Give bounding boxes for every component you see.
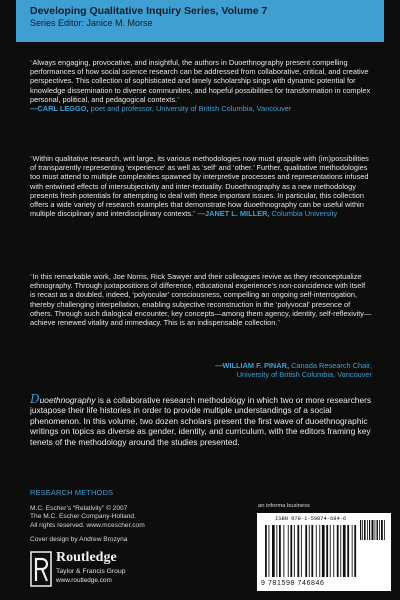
series-title: Developing Qualitative Inquiry Series, Volume 7 — [30, 5, 268, 17]
book-description — [30, 394, 372, 447]
quote-affiliation: poet and professor, University of British Columbia, Vancouver — [90, 104, 292, 114]
endorsement-quote: “Within qualitative research, writ large, its various methodologies now must grapple with (im)possibilities of transparently representing ‘experience’ as well as ‘self’ and ‘other.’ Further, qualitative methodologies too must attend to multiple complexities spawned by interpretive processes and representations infused with entwined effects of intersubjectivity and inter-textuality. Duoethnography as a new methodology presents fresh potentials for attempting to deal with these important issues. In particular, this collection offers a wide variety of research examples that demonstrate how duoethnography can be useful within multiple disciplinary and interdisciplinary contexts.” —JANET L. MILLER, Columbia University — [30, 154, 369, 219]
open-quote-mark: “ — [30, 58, 33, 67]
series-header — [16, 0, 384, 42]
quote-affiliation-2: University of British Columbia, Vancouver — [236, 370, 372, 380]
quote-attribution: —WILLIAM F. PINAR, Canada Research Chair, University of British Columbia, Vancouver — [215, 361, 372, 380]
open-quote-mark: “ — [30, 272, 33, 281]
quote-author: CARL LEGGO — [37, 104, 87, 114]
quote-author: JANET L. MILLER — [205, 209, 268, 219]
image-credits: M.C. Escher’s “Relativity” © 2007 The M.C. Escher Company-Holland. All rights reserved. www.mcescher.com — [30, 505, 145, 529]
quote-text: In this remarkable work, Joe Norris, Rick Sawyer and their colleagues revive as they reconceptualize ethnography. Through juxtapositions of difference, educational experience’s non-coincidence with itself is recast as a doubled, indeed, ‘polyocular’ consciousness, compelling an ongoing self-interrogation, thereby challenging interpellation, enabling subjective reconstruction in the ‘polyvocal’ presence of others. Through such dialogical encounter, key concepts—among them agency, identity, self-reflexivity—achieve renewed vitality and immediacy. This is an indispensable collection. — [30, 272, 372, 328]
subject-category: RESEARCH METHODS — [30, 488, 114, 497]
endorsement-quote: “In this remarkable work, Joe Norris, Rick Sawyer and their colleagues revive as they reconceptualize ethnography. Through juxtapositions of difference, educational experience’s non-coincidence with itself is recast as a doubled, indeed, ‘polyocular’ consciousness, compelling an ongoing self-interrogation, thereby challenging interpellation, enabling subjective reconstruction in the ‘polyvocal’ presence of others. Through such dialogical encounter, key concepts—among them agency, identity, self-reflexivity—achieve renewed vitality and immediacy. This is an indispensable collection.” — [30, 272, 372, 328]
dropcap-letter: D — [30, 392, 40, 406]
description-text: is a collaborative research methodology in which two or more researchers juxtapose their life histories in order to provide multiple understandings of a social phenomenon. In this volume, two dozen scholars present the first wave of duoethnographic writings on topics as diverse as gender, identity, and curriculum, with the editors framing key tenets of the methodology around the studies presented. — [30, 395, 372, 447]
open-quote-mark: “ — [30, 154, 33, 163]
informa-tagline: an informa business — [258, 503, 310, 509]
series-editor: Series Editor: Janice M. Morse — [30, 18, 153, 28]
routledge-emblem-icon — [30, 551, 52, 587]
price-barcode — [359, 520, 387, 540]
description-lead: uoethnography — [39, 395, 96, 405]
publisher-group: Taylor & Francis Group — [56, 568, 126, 575]
isbn-label: ISBN 978-1-59874-684-6 — [275, 516, 347, 522]
publisher-name: Routledge — [56, 550, 117, 565]
ean-number: 9 781598 746846 — [261, 580, 325, 587]
cover-design-credit: Cover design by Andrew Brozyna — [30, 536, 128, 543]
quote-text: Always engaging, provocative, and insightful, the authors in Duoethnography present compelling performances of how social science research can be addressed from collaborative, critical, and creative perspectives. This collection of sophisticated and timely scholarship sings with dynamic potential for knowledge dissemination to diverse communities, and hopeful possibilities for transformation in complex personal, political, and pedagogical contexts. — [30, 58, 371, 104]
quote-text: Within qualitative research, writ large, its various methodologies now must grapple with (im)possibilities of transparently representing ‘experience’ as well as ‘self’ and ‘other.’ Further, qualitative methodologies too must attend to multiple complexities spawned by interpretive processes and representations infused with entwined effects of intersubjectivity and inter-textuality. Duoethnography as a new methodology presents fresh potentials for attempting to deal with these important issues. In particular, this collection offers a wide variety of research examples that demonstrate how duoethnography can be useful within multiple disciplinary and interdisciplinary contexts. — [30, 154, 369, 219]
publisher-url: www.routledge.com — [56, 577, 112, 584]
isbn-barcode — [257, 513, 391, 591]
quote-affiliation: Columbia University — [271, 209, 338, 219]
publisher-logo — [30, 550, 190, 594]
quote-affiliation: Canada Research Chair, — [291, 361, 372, 370]
endorsement-quote: “Always engaging, provocative, and insightful, the authors in Duoethnography present compelling performances of how social science research can be addressed from collaborative, critical, and creative perspectives. This collection of sophisticated and timely scholarship sings with dynamic potential for knowledge dissemination to diverse communities, and hopeful possibilities for transformation in complex personal, political, and pedagogical contexts.” —CARL LEGGO, poet and professor, University of British Columbia, Vancouver — [30, 58, 371, 114]
quote-author: WILLIAM F. PINAR — [222, 361, 287, 370]
